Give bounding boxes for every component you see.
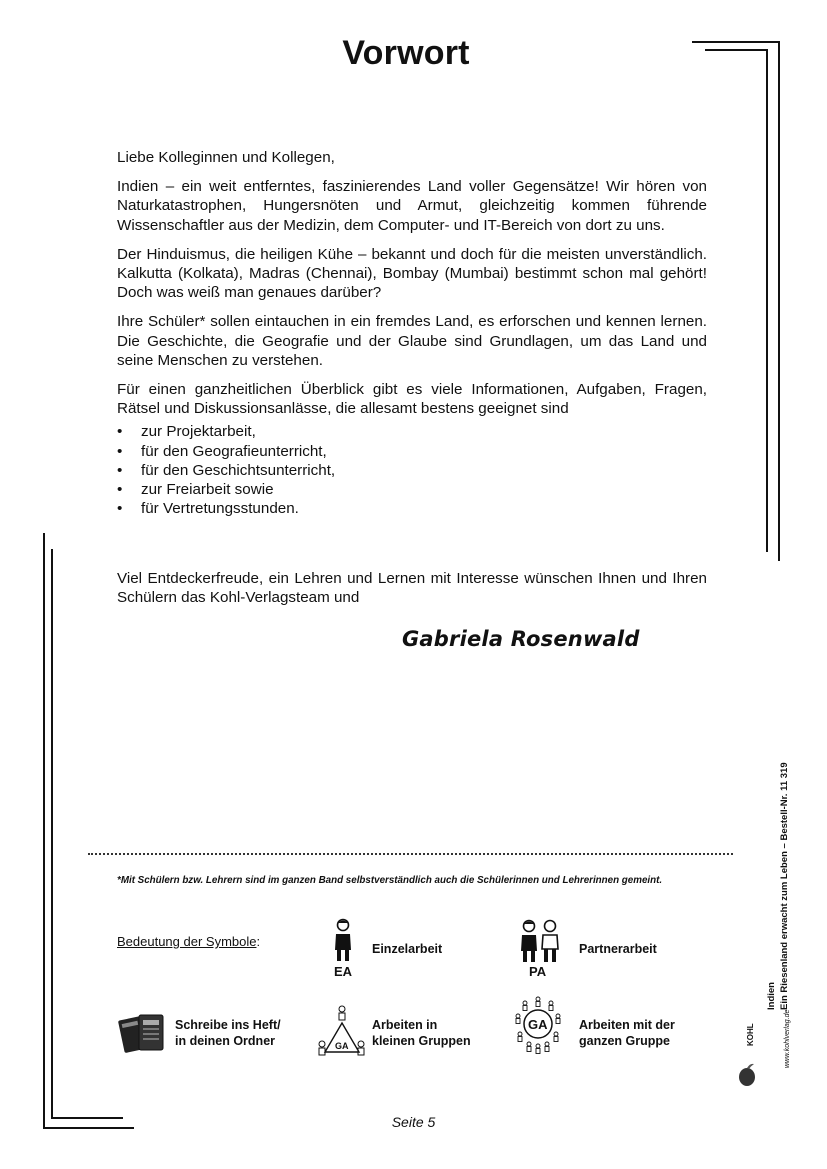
pa-badge: PA xyxy=(529,964,547,979)
single-person-icon xyxy=(332,917,354,965)
dotted-divider xyxy=(88,853,733,855)
paragraph-4: Für einen ganzheitlichen Überblick gibt es viele Informationen, Aufgaben, Fragen, Rätsel und Diskussionsanlässe, die allesamt bestens geeignet sind xyxy=(117,381,707,418)
page-number: Seite 5 xyxy=(391,1114,436,1130)
two-persons-icon xyxy=(518,918,562,966)
signature: Gabriela Rosenwald xyxy=(402,627,640,651)
page-title: Vorwort xyxy=(342,34,470,72)
ga-all-label: Arbeiten mit der ganzen Gruppe xyxy=(579,1018,675,1048)
bullet-icon: • xyxy=(117,481,123,499)
publisher-web: www.kohlverlag.de xyxy=(784,1009,791,1068)
paragraph-3: Ihre Schüler* sollen eintauchen in ein fremdes Land, es erforschen und kennen lernen. Die Geschichte, die Geografie und der Glaube sind Grundlagen, um das Land und seine Menschen zu verstehen. xyxy=(117,313,707,369)
ga-all-badge: GA xyxy=(528,1017,548,1032)
pa-label: Partnerarbeit xyxy=(579,942,657,956)
ea-badge: EA xyxy=(334,964,353,979)
paragraph-2: Der Hinduismus, die heiligen Kühe – bekannt und doch für die meisten unverständlich. Kalkutta (Kolkata), Madras (Chennai), Bombay (Mumbai) bestimmt schon mal gehört! Doch was weiß man genaues darüber? xyxy=(117,245,707,302)
frame-line-left-inner xyxy=(51,549,53,1119)
heft-label: Schreibe ins Heft/ in deinen Ordner xyxy=(175,1018,281,1048)
publisher-name: KOHL xyxy=(746,1023,755,1046)
bullet-list xyxy=(117,422,707,518)
legend-title: Bedeutung der Symbole: xyxy=(117,934,261,949)
list-item: • für Vertretungsstunden. xyxy=(117,500,299,518)
list-item: • für den Geografieunterricht, xyxy=(117,442,327,460)
side-title: Indien xyxy=(766,982,777,1010)
list-item: • für den Geschichtsunterricht, xyxy=(117,461,336,479)
ga-small-label: Arbeiten in kleinen Gruppen xyxy=(372,1018,471,1048)
footnote: *Mit Schülern bzw. Lehrern sind im ganzen Band selbstverständlich auch die Schülerinnen und Lehrerinnen gemeint. xyxy=(117,875,663,886)
publisher-logo-icon xyxy=(738,1062,758,1088)
ga-small-badge: GA xyxy=(335,1041,349,1051)
bullet-icon: • xyxy=(117,423,123,441)
bullet-icon: • xyxy=(117,442,123,460)
bullet-icon: • xyxy=(117,500,123,518)
preface-body xyxy=(117,148,707,518)
greeting: Liebe Kolleginnen und Kollegen, xyxy=(117,149,335,166)
paragraph-1: Indien – ein weit entferntes, faszinierendes Land voller Gegensätze! Wir hören von Naturkatastrophen, Hungersnöten und Armut, gleichzeitig kommen führende Wissenschaftler aus der Medizin, dem Computer- und IT-Bereich von dort zu uns. xyxy=(117,178,707,234)
side-subtitle: Ein Riesenland erwacht zum Leben – Bestell-Nr. 11 319 xyxy=(779,762,790,1010)
list-item: • zur Freiarbeit sowie xyxy=(117,481,274,499)
notebook-icon xyxy=(118,1012,166,1054)
frame-line-right-outer xyxy=(778,41,780,561)
frame-line-left-outer xyxy=(43,533,45,1129)
ea-label: Einzelarbeit xyxy=(372,942,443,956)
list-item: • zur Projektarbeit, xyxy=(117,423,256,441)
bullet-icon: • xyxy=(117,461,123,479)
closing-paragraph: Viel Entdeckerfreude, ein Lehren und Lernen mit Interesse wünschen Ihnen und Ihren Schülern das Kohl-Verlagsteam und xyxy=(117,570,707,607)
frame-line-right-inner xyxy=(766,49,768,552)
